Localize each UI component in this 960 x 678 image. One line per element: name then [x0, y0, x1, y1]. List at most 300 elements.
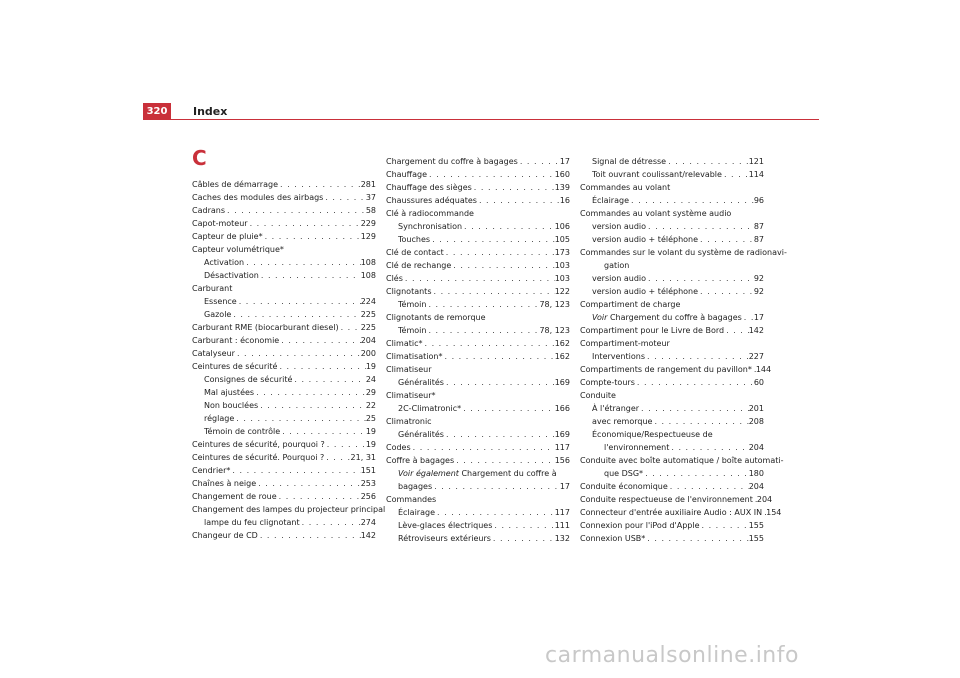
index-entry — [580, 532, 764, 545]
index-entry — [386, 246, 570, 259]
index-entry — [386, 285, 570, 298]
index-term: que DSG* — [604, 469, 644, 478]
index-entry — [386, 259, 570, 272]
index-entry — [580, 376, 764, 389]
dot-leader — [277, 360, 365, 373]
dot-leader — [225, 204, 366, 217]
page-reference[interactable]: 169 — [554, 378, 570, 387]
index-entry — [192, 438, 376, 451]
index-term: version audio — [592, 222, 647, 231]
page-reference[interactable]: 103 — [554, 274, 570, 283]
dot-leader — [643, 467, 749, 480]
page-reference[interactable]: 227 — [748, 352, 764, 361]
index-column-3 — [580, 155, 787, 545]
index-term: Capteur de pluie* — [192, 232, 263, 241]
index-term: À l'étranger — [592, 404, 640, 413]
index-term: l'environnement — [604, 443, 670, 452]
dot-leader — [277, 490, 361, 503]
page-reference[interactable]: 173 — [554, 248, 570, 257]
page-number: 320 — [143, 103, 171, 120]
index-term: lampe du feu clignotant — [204, 518, 300, 527]
dot-leader — [646, 272, 754, 285]
dot-leader — [435, 506, 555, 519]
index-entry — [580, 324, 764, 337]
page-reference[interactable]: 17 — [753, 313, 764, 322]
index-term: Clignotants de remorque — [386, 313, 486, 322]
index-term: Signal de détresse — [592, 157, 667, 166]
index-term: Cendrier* — [192, 466, 231, 475]
page-reference[interactable]: 92 — [753, 287, 764, 296]
page-reference[interactable]: 274 — [360, 518, 376, 527]
index-heading — [386, 493, 570, 506]
watermark: carmanualsonline.info — [545, 643, 799, 668]
index-term: Gazole — [204, 310, 232, 319]
page-reference[interactable]: 253 — [360, 479, 376, 488]
index-entry — [386, 441, 570, 454]
dot-leader — [635, 376, 754, 389]
index-heading — [580, 181, 764, 194]
index-term: Capteur volumétrique* — [192, 245, 284, 254]
index-term: Conduite — [580, 391, 616, 400]
page-reference[interactable]: 155 — [748, 521, 764, 530]
page-reference[interactable]: 121 — [748, 157, 764, 166]
see-label: Voir — [592, 313, 608, 322]
index-entry — [192, 464, 376, 477]
dot-leader — [339, 321, 361, 334]
page-reference[interactable]: 108 — [360, 258, 376, 267]
dot-leader — [461, 402, 555, 415]
dot-leader — [518, 155, 560, 168]
page-reference[interactable]: 117 — [554, 508, 570, 517]
index-entry — [192, 490, 376, 503]
index-term: bagages — [398, 482, 433, 491]
index-entry — [192, 529, 376, 542]
page-reference[interactable]: 117 — [554, 443, 570, 452]
index-term: Câbles de démarrage — [192, 180, 278, 189]
page-reference[interactable]: 204 — [360, 336, 376, 345]
index-term: Chauffage — [386, 170, 428, 179]
page-reference[interactable]: 151 — [360, 466, 376, 475]
index-entry — [192, 334, 376, 347]
index-term: avec remorque — [592, 417, 653, 426]
index-entry — [192, 230, 376, 243]
page-reference[interactable]: 78, 123 — [539, 326, 570, 335]
page-reference[interactable]: 169 — [554, 430, 570, 439]
index-entry — [386, 376, 570, 389]
dot-leader — [324, 451, 350, 464]
index-heading — [580, 337, 764, 350]
index-term: Climatiseur — [386, 365, 432, 374]
page-reference[interactable]: 87 — [753, 235, 764, 244]
index-term: Généralités — [398, 430, 444, 439]
dot-leader — [426, 298, 539, 311]
index-term: Connexion pour l'iPod d'Apple — [580, 521, 700, 530]
index-heading — [580, 259, 764, 272]
dot-leader — [325, 438, 366, 451]
index-term: gation — [604, 261, 630, 270]
index-entry — [192, 386, 376, 399]
index-term: Interventions — [592, 352, 645, 361]
index-entry — [580, 220, 764, 233]
index-term: Commandes sur le volant du système de radionavi- — [580, 248, 787, 257]
section-letter: C — [192, 146, 207, 170]
dot-leader — [237, 295, 361, 308]
index-term: Cadrans — [192, 206, 225, 215]
index-term: Conduite économique — [580, 482, 668, 491]
index-term: Désactivation — [204, 271, 259, 280]
index-entry — [580, 415, 764, 428]
dot-leader — [263, 230, 361, 243]
index-term: Commandes au volant système audio — [580, 209, 732, 218]
page-reference[interactable]: 19 — [365, 427, 376, 436]
index-term: Conduite respectueuse de l'environnement — [580, 495, 753, 504]
page-reference[interactable]: 60 — [753, 378, 764, 387]
dot-leader — [444, 428, 555, 441]
page-reference[interactable]: 129 — [360, 232, 376, 241]
index-entry — [192, 425, 376, 438]
page-reference[interactable]: 29 — [365, 388, 376, 397]
index-term: Caches des modules des airbags — [192, 193, 324, 202]
dot-leader — [492, 519, 554, 532]
index-term: Conduite avec boîte automatique / boîte automati- — [580, 456, 784, 465]
index-entry — [192, 191, 376, 204]
dot-leader — [427, 168, 555, 181]
page-reference[interactable]: 19 — [365, 440, 376, 449]
index-entry — [192, 360, 376, 373]
page-reference[interactable]: 144 — [755, 365, 772, 374]
dot-leader — [254, 386, 366, 399]
index-term: Clé de rechange — [386, 261, 452, 270]
dot-leader — [645, 350, 749, 363]
page-reference[interactable]: 142 — [748, 326, 764, 335]
index-entry — [580, 155, 764, 168]
index-entry — [192, 477, 376, 490]
index-entry — [386, 506, 570, 519]
index-entry — [192, 308, 376, 321]
dot-leader — [646, 220, 754, 233]
index-entry — [386, 298, 570, 311]
index-entry — [386, 272, 570, 285]
index-term: Clés — [386, 274, 403, 283]
index-term: Synchronisation — [398, 222, 463, 231]
dot-leader — [403, 272, 555, 285]
page-reference[interactable]: 160 — [554, 170, 570, 179]
page-reference[interactable]: 92 — [753, 274, 764, 283]
index-entry — [580, 311, 764, 324]
index-term: Changeur de CD — [192, 531, 258, 540]
page-reference[interactable]: 108 — [360, 271, 376, 280]
index-term: Consignes de sécurité — [204, 375, 293, 384]
dot-leader — [669, 441, 748, 454]
dot-leader — [491, 532, 555, 545]
page-reference[interactable]: 17 — [559, 482, 570, 491]
index-entry — [580, 350, 764, 363]
index-term: Économique/Respectueuse de — [592, 430, 713, 439]
index-term: Coffre à bagages — [386, 456, 455, 465]
index-entry — [386, 324, 570, 337]
dot-leader — [411, 441, 555, 454]
dot-leader — [258, 529, 361, 542]
dot-leader — [472, 181, 555, 194]
index-heading — [580, 428, 764, 441]
dot-leader — [645, 532, 748, 545]
index-heading — [192, 243, 376, 256]
index-term: Rétroviseurs extérieurs — [398, 534, 491, 543]
index-term: Climatronic — [386, 417, 432, 426]
index-term: Activation — [204, 258, 245, 267]
page-reference[interactable]: 19 — [365, 362, 376, 371]
index-term: Changement des lampes du projecteur principal — [192, 505, 386, 514]
page-reference[interactable]: 103 — [554, 261, 570, 270]
index-term: Éclairage — [592, 196, 629, 205]
page-reference[interactable]: 105 — [554, 235, 570, 244]
page-reference[interactable]: 166 — [554, 404, 570, 413]
page-reference[interactable]: 132 — [554, 534, 570, 543]
page-reference[interactable]: 96 — [753, 196, 764, 205]
index-term: Climatiseur* — [386, 391, 436, 400]
index-entry — [580, 493, 773, 506]
page-reference[interactable]: 200 — [360, 349, 376, 358]
index-term: Mal ajustées — [204, 388, 255, 397]
index-heading — [386, 363, 570, 376]
index-entry — [192, 269, 376, 282]
index-term: Touches — [398, 235, 431, 244]
index-entry — [192, 451, 376, 464]
index-term: Chargement du coffre à bagages — [386, 157, 518, 166]
index-term: Catalyseur — [192, 349, 235, 358]
index-term: Chargement du coffre à bagages — [609, 313, 742, 322]
dot-leader — [722, 168, 749, 181]
page-reference[interactable]: 25 — [365, 414, 376, 423]
page-reference[interactable]: 114 — [748, 170, 764, 179]
page-reference[interactable]: 208 — [748, 417, 764, 426]
dot-leader — [323, 191, 365, 204]
index-entry — [580, 285, 764, 298]
page-reference[interactable]: 225 — [360, 310, 376, 319]
index-entry — [192, 399, 376, 412]
dot-leader — [422, 337, 554, 350]
index-entry — [580, 519, 764, 532]
dot-leader — [230, 464, 360, 477]
index-term: Ceintures de sécurité, pourquoi ? — [192, 440, 325, 449]
index-term: Compte-tours — [580, 378, 635, 387]
index-term: Clignotants — [386, 287, 432, 296]
index-entry — [192, 321, 376, 334]
dot-leader — [742, 311, 754, 324]
page-reference[interactable]: 204 — [748, 482, 764, 491]
index-entry — [386, 532, 570, 545]
dot-leader — [231, 308, 360, 321]
index-term: Connecteur d'entrée auxiliaire Audio : AUX IN — [580, 508, 763, 517]
index-entry — [386, 233, 570, 246]
page-reference[interactable]: 142 — [360, 531, 376, 540]
page-reference[interactable]: 87 — [753, 222, 764, 231]
page-reference[interactable]: 22 — [365, 401, 376, 410]
page-reference[interactable]: 21, 31 — [350, 453, 376, 462]
index-entry — [580, 506, 782, 519]
index-entry — [386, 480, 570, 493]
index-term: Chargement du coffre à — [461, 469, 557, 478]
index-entry — [192, 217, 376, 230]
dot-leader — [724, 324, 749, 337]
index-term: version audio + téléphone — [592, 287, 699, 296]
page-reference[interactable]: 24 — [365, 375, 376, 384]
index-entry — [580, 480, 764, 493]
index-term: Compartiment de charge — [580, 300, 681, 309]
page-reference[interactable]: 229 — [360, 219, 376, 228]
index-term: Chaînes à neige — [192, 479, 257, 488]
page-reference[interactable]: 225 — [360, 323, 376, 332]
index-heading — [386, 467, 570, 480]
index-entry — [386, 181, 570, 194]
index-entry — [192, 204, 376, 217]
page-reference[interactable]: 16 — [559, 196, 570, 205]
dot-leader — [234, 412, 366, 425]
index-term: Éclairage — [398, 508, 435, 517]
index-term: Codes — [386, 443, 411, 452]
index-term: version audio — [592, 274, 647, 283]
index-term: Clé de contact — [386, 248, 444, 257]
index-entry — [386, 337, 570, 350]
index-term: Capot-moteur — [192, 219, 248, 228]
dot-leader — [278, 178, 361, 191]
dot-leader — [477, 194, 560, 207]
page-reference[interactable]: 154 — [766, 508, 782, 517]
page-reference[interactable]: 37 — [365, 193, 376, 202]
index-term: Témoin de contrôle — [204, 427, 281, 436]
dot-leader — [426, 324, 539, 337]
dot-leader — [259, 269, 361, 282]
dot-leader — [256, 477, 361, 490]
index-entry — [386, 519, 570, 532]
dot-leader — [244, 256, 361, 269]
dot-leader — [652, 415, 748, 428]
dot-leader — [451, 259, 554, 272]
index-entry — [386, 454, 570, 467]
index-heading — [580, 454, 784, 467]
page-reference[interactable]: 204 — [748, 443, 764, 452]
index-term: Essence — [204, 297, 237, 306]
page-reference[interactable]: 162 — [554, 352, 570, 361]
index-term: Non bouclées — [204, 401, 259, 410]
index-term: Carburant : économie — [192, 336, 280, 345]
index-entry — [580, 168, 764, 181]
dot-leader — [444, 376, 555, 389]
index-entry — [192, 516, 376, 529]
index-term: Témoin — [398, 326, 427, 335]
index-entry — [192, 347, 376, 360]
index-term: Carburant — [192, 284, 233, 293]
page-reference[interactable]: 78, 123 — [539, 300, 570, 309]
index-heading — [580, 389, 764, 402]
index-entry — [192, 412, 376, 425]
dot-leader — [248, 217, 361, 230]
page-reference[interactable]: 58 — [365, 206, 376, 215]
page-reference[interactable]: 156 — [554, 456, 570, 465]
index-term: Commandes — [386, 495, 437, 504]
index-term: Lève-glaces électriques — [398, 521, 493, 530]
index-heading — [580, 246, 787, 259]
index-entry — [386, 194, 570, 207]
index-term: Ceintures de sécurité — [192, 362, 278, 371]
index-heading — [580, 207, 764, 220]
index-term: Carburant RME (biocarburant diesel) — [192, 323, 339, 332]
page-title: Index — [193, 105, 228, 118]
index-heading — [386, 389, 570, 402]
page-reference[interactable]: 139 — [554, 183, 570, 192]
dot-leader — [629, 194, 754, 207]
page-reference[interactable]: 204 — [756, 495, 773, 504]
index-term: Clé à radiocommande — [386, 209, 474, 218]
index-entry — [580, 272, 764, 285]
index-entry — [386, 155, 570, 168]
page-reference[interactable]: 106 — [554, 222, 570, 231]
index-entry — [580, 441, 764, 454]
header-rule — [143, 119, 819, 120]
index-term: version audio + téléphone — [592, 235, 699, 244]
index-term: 2C-Climatronic* — [398, 404, 462, 413]
dot-leader — [639, 402, 749, 415]
index-term: Compartiments de rangement du pavillon* — [580, 365, 752, 374]
index-term: réglage — [204, 414, 235, 423]
index-entry — [192, 373, 376, 386]
dot-leader — [280, 425, 366, 438]
page-reference[interactable]: 122 — [554, 287, 570, 296]
index-entry — [386, 428, 570, 441]
index-entry — [580, 233, 764, 246]
page-reference[interactable]: 224 — [360, 297, 376, 306]
dot-leader — [462, 220, 555, 233]
index-entry — [386, 350, 570, 363]
index-term: Commandes au volant — [580, 183, 671, 192]
index-column-1 — [192, 178, 386, 542]
dot-leader — [444, 246, 555, 259]
index-heading — [386, 415, 570, 428]
page-reference[interactable]: 17 — [559, 157, 570, 166]
dot-leader — [698, 233, 754, 246]
dot-leader — [432, 285, 555, 298]
index-entry — [386, 402, 570, 415]
page-reference[interactable]: 180 — [748, 469, 764, 478]
dot-leader — [666, 155, 749, 168]
index-term: Chauffage des sièges — [386, 183, 472, 192]
index-entry — [386, 168, 570, 181]
index-entry — [386, 220, 570, 233]
index-term: Compartiment pour le Livre de Bord — [580, 326, 725, 335]
page-reference[interactable]: 256 — [360, 492, 376, 501]
index-entry — [192, 295, 376, 308]
page-reference[interactable]: 111 — [554, 521, 570, 530]
index-entry — [192, 178, 376, 191]
index-entry — [580, 194, 764, 207]
index-term: Connexion USB* — [580, 534, 646, 543]
page-reference[interactable]: 201 — [748, 404, 764, 413]
dot-leader — [279, 334, 360, 347]
index-term: Changement de roue — [192, 492, 277, 501]
index-heading — [580, 298, 764, 311]
page-reference[interactable]: 155 — [748, 534, 764, 543]
dot-leader — [292, 373, 365, 386]
page-reference[interactable]: 281 — [360, 180, 376, 189]
index-term: Chaussures adéquates — [386, 196, 477, 205]
index-heading — [192, 282, 376, 295]
index-heading — [386, 311, 570, 324]
index-term: Toit ouvrant coulissant/relevable — [592, 170, 722, 179]
index-term: Généralités — [398, 378, 444, 387]
index-term: Ceintures de sécurité. Pourquoi ? — [192, 453, 325, 462]
page-reference[interactable]: 162 — [554, 339, 570, 348]
see-also-label: Voir également — [398, 469, 459, 478]
